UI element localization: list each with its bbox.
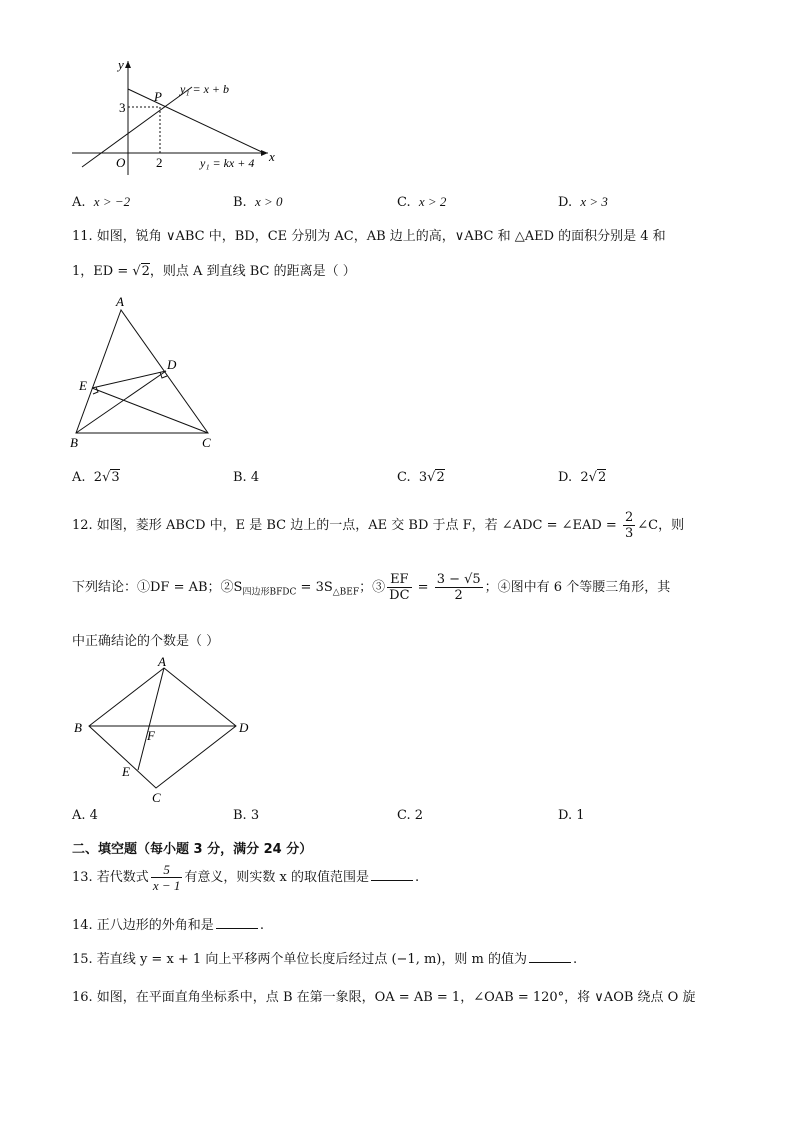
q11-option-a[interactable]: A. 2√3 [72,470,120,485]
q15-stem: 15. 若直线 y = x + 1 向上平移两个单位长度后经过点 (−1, m)，则 m 的值为 . [72,952,578,967]
q11-stem-line1: 11. 如图，锐角 ∨ABC 中，BD，CE 分别为 AC，AB 边上的高，∨ABC 和 △AED 的面积分别是 4 和 [72,229,666,244]
point-p-label: P [154,89,162,104]
vertex-e-label: E [122,764,130,779]
axis-y-label: y [118,57,124,72]
q10-option-c[interactable]: C. x > 2 [397,194,447,210]
q10-option-b[interactable]: B. x > 0 [233,194,283,210]
q12-stem-line2: 下列结论：①DF = AB；$②S_{四边形BFDC} = 3S_{\triangle BEF}$；③ $\frac{EF}{DC}$ = $\frac{3 - √5}{2}$ ；④图中有 6 个等腰三角形，其 [72,572,671,603]
q13-stem: 13. 若代数式 $\frac{5}{x - 1}$ 有意义，则实数 x 的取值范围是 . [72,862,420,893]
q16-stem: 16. 如图，在平面直角坐标系中，点 B 在第一象限，OA = AB = 1，∠OAB = 120°，将 ∨AOB 绕点 O 旋 [72,990,696,1005]
q11-option-d[interactable]: D. 2√2 [558,470,607,485]
vertex-a-label: A [158,654,166,669]
answer-blank[interactable] [529,950,571,963]
fraction-golden: $\frac{3 - √5}{2}$ [436,572,481,603]
q12-option-c[interactable]: C. 2 [397,808,424,823]
vertex-b-label: B [70,435,78,450]
vertex-d-label: D [167,357,177,372]
q10-graph-figure [68,55,288,180]
line2-label: y₁ = kx + 4 [200,156,255,170]
line1-label: y₁ = x + b [180,82,230,96]
vertex-e-label: E [79,378,87,393]
vertex-f-label: F [147,728,155,743]
vertex-b-label: B [74,720,82,735]
fraction-5-over-x-minus-1: $\frac{5}{x - 1}$ [152,862,181,893]
q12-option-d[interactable]: D. 1 [558,808,585,823]
answer-blank[interactable] [371,868,413,881]
q11-triangle-figure [66,292,226,452]
q10-option-d[interactable]: D. x > 3 [558,194,608,210]
vertex-c-label: C [202,435,211,450]
q11-stem-line2: 1，ED = √2，则点 A 到直线 BC 的距离是（ ） [72,264,356,279]
q12-stem-line3: 中正确结论的个数是（ ） [72,634,220,649]
origin-label: O [116,155,126,170]
answer-blank[interactable] [216,916,258,929]
q12-option-a[interactable]: A. 4 [72,808,98,823]
q12-stem-line1: 12. 如图，菱形 ABCD 中，E 是 BC 边上的一点，AE 交 BD 于点 F，若 ∠ADC = ∠EAD = $\frac{2}{3}$ ∠C，则 [72,510,685,541]
q11-option-b[interactable]: B. 4 [233,470,260,485]
vertex-d-label: D [239,720,249,735]
q14-stem: 14. 正八边形的外角和是 . [72,918,264,933]
q12-rhombus-figure [66,652,266,804]
q10-option-a[interactable]: A. x > −2 [72,194,131,210]
axis-x-label: x [269,149,275,164]
vertex-a-label: A [116,294,124,309]
section-heading-fill-in: 二、填空题（每小题 3 分，满分 24 分） [72,842,313,857]
tick-y-label: 3 [119,100,126,115]
q11-option-c[interactable]: C. 3√2 [397,470,445,485]
q12-option-b[interactable]: B. 3 [233,808,260,823]
fraction-two-thirds: $\frac{2}{3}$ [624,510,634,541]
fraction-ef-dc: $\frac{EF}{DC}$ [389,572,410,603]
tick-x-label: 2 [156,155,163,170]
vertex-c-label: C [152,790,161,804]
